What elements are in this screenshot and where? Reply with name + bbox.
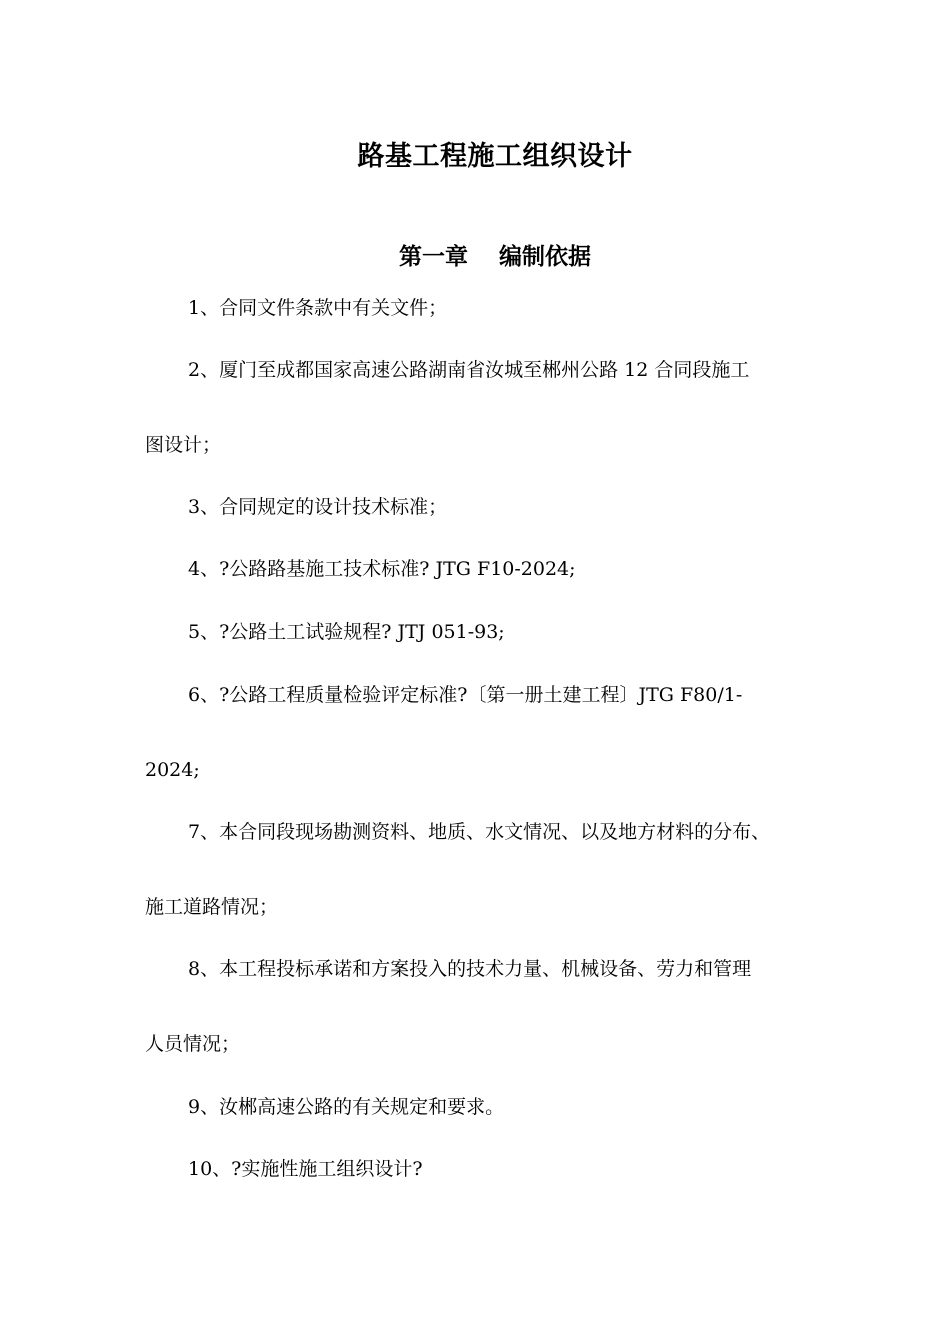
list-item-6-continuation: 2024;	[145, 759, 200, 781]
list-item-3: 3、合同规定的设计技术标准；	[188, 496, 448, 518]
list-item-8: 8、本工程投标承诺和方案投入的技术力量、机械设备、劳力和管理	[188, 958, 752, 980]
chapter-heading: 第一章 编制依据	[398, 243, 591, 270]
list-item-2-continuation: 图设计；	[145, 434, 222, 456]
list-item-9: 9、汝郴高速公路的有关规定和要求。	[188, 1096, 505, 1118]
list-item-10: 10、?实施性施工组织设计?	[188, 1158, 423, 1180]
list-item-6: 6、?公路工程质量检验评定标准?〔第一册土建工程〕JTG F80/1-	[188, 684, 743, 706]
list-item-4: 4、?公路路基施工技术标准? JTG F10-2024;	[188, 558, 576, 580]
document-title: 路基工程施工组织设计	[357, 141, 633, 172]
list-item-2: 2、厦门至成都国家高速公路湖南省汝城至郴州公路 12 合同段施工	[188, 359, 750, 381]
list-item-5: 5、?公路土工试验规程? JTJ 051-93;	[188, 621, 505, 643]
list-item-1: 1、合同文件条款中有关文件；	[188, 297, 448, 319]
list-item-7-continuation: 施工道路情况；	[145, 896, 279, 918]
list-item-7: 7、本合同段现场勘测资料、地质、水文情况、以及地方材料的分布、	[188, 821, 771, 843]
list-item-8-continuation: 人员情况；	[145, 1033, 241, 1055]
